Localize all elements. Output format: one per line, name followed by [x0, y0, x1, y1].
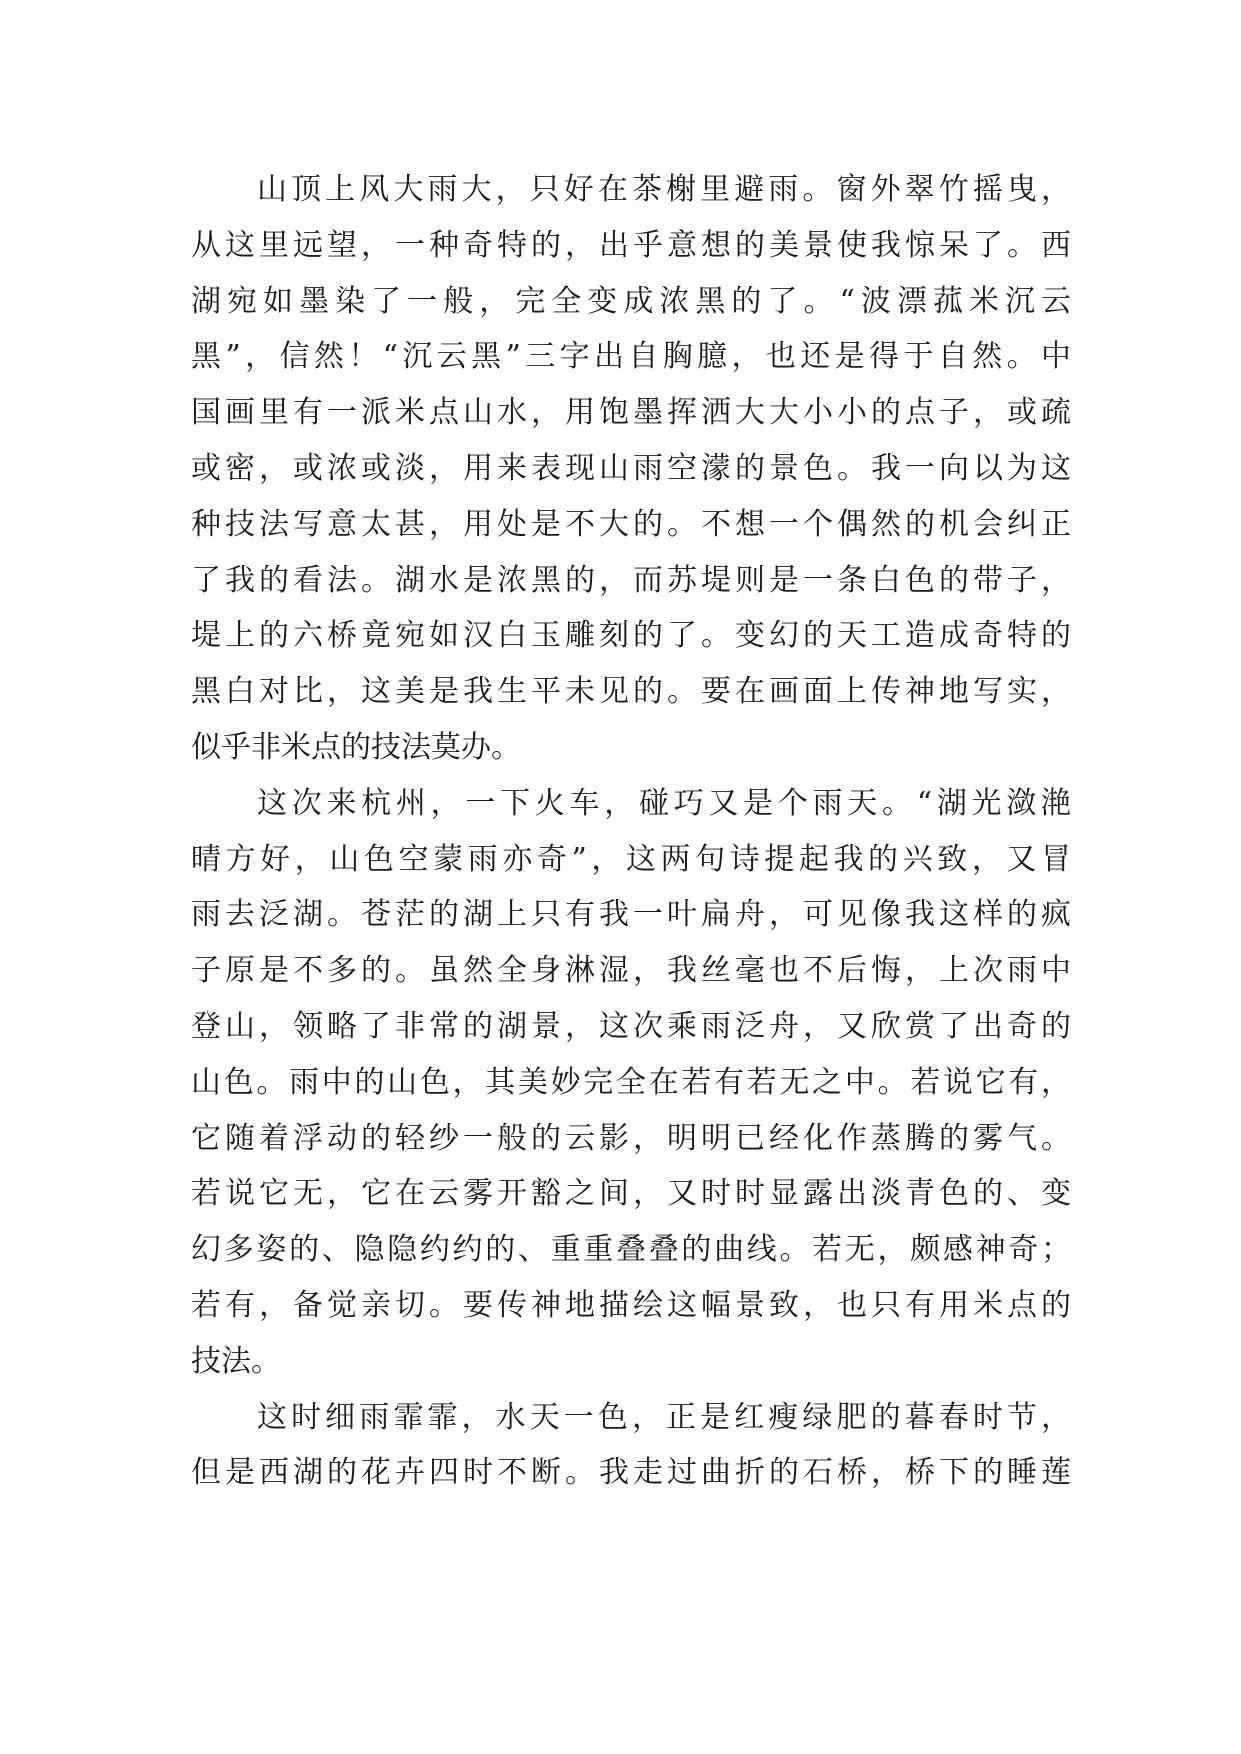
text-line: 幻多姿的、隐隐约约的、重重叠叠的曲线。若无，颇感神奇；: [191, 1232, 1071, 1268]
text-line: 这时细雨霏霏，水天一色，正是红瘦绿肥的暮春时节，: [257, 1399, 1071, 1435]
text-line: 了我的看法。湖水是浓黑的，而苏堤则是一条白色的带子，: [191, 562, 1071, 598]
text-line: 堤上的六桥竟宛如汉白玉雕刻的了。变幻的天工造成奇特的: [191, 618, 1071, 654]
text-line: 似乎非米点的技法莫办。: [191, 729, 521, 765]
text-line: 从这里远望，一种奇特的，出乎意想的美景使我惊呆了。西: [191, 227, 1071, 263]
text-line: 它随着浮动的轻纱一般的云影，明明已经化作蒸腾的雾气。: [191, 1120, 1071, 1156]
text-line: 雨去泛湖。苍茫的湖上只有我一叶扁舟，可见像我这样的疯: [191, 897, 1071, 933]
text-line: 晴方好，山色空蒙雨亦奇”，这两句诗提起我的兴致，又冒: [191, 841, 1071, 877]
text-line: 技法。: [191, 1343, 281, 1379]
essay-body: [191, 162, 1071, 1501]
text-line: 若说它无，它在云雾开豁之间，又时时显露出淡青色的、变: [191, 1176, 1071, 1212]
text-line: 山色。雨中的山色，其美妙完全在若有若无之中。若说它有，: [191, 1064, 1071, 1100]
text-line: 国画里有一派米点山水，用饱墨挥洒大大小小的点子，或疏: [191, 395, 1071, 431]
text-line: 子原是不多的。虽然全身淋湿，我丝毫也不后悔，上次雨中: [191, 953, 1071, 989]
text-line: 若有，备觉亲切。要传神地描绘这幅景致，也只有用米点的: [191, 1287, 1071, 1323]
text-line: 黑”，信然！“沉云黑”三字出自胸臆，也还是得于自然。中: [191, 339, 1071, 375]
paragraph-1: [191, 162, 1071, 776]
text-line: 或密，或浓或淡，用来表现山雨空濛的景色。我一向以为这: [191, 450, 1071, 486]
paragraph-2: [191, 776, 1071, 1390]
text-line: 这次来杭州，一下火车，碰巧又是个雨天。“湖光潋滟: [257, 785, 1071, 821]
text-line: 登山，领略了非常的湖景，这次乘雨泛舟，又欣赏了出奇的: [191, 1008, 1071, 1044]
text-line: 但是西湖的花卉四时不断。我走过曲折的石桥，桥下的睡莲: [191, 1455, 1071, 1491]
text-line: 种技法写意太甚，用处是不大的。不想一个偶然的机会纠正: [191, 506, 1071, 542]
text-line: 山顶上风大雨大，只好在茶榭里避雨。窗外翠竹摇曳，: [257, 172, 1071, 207]
text-line: 黑白对比，这美是我生平未见的。要在画面上传神地写实，: [191, 674, 1071, 710]
paragraph-3: [191, 1390, 1071, 1502]
text-line: 湖宛如墨染了一般，完全变成浓黑的了。“波漂菰米沉云: [191, 283, 1071, 319]
